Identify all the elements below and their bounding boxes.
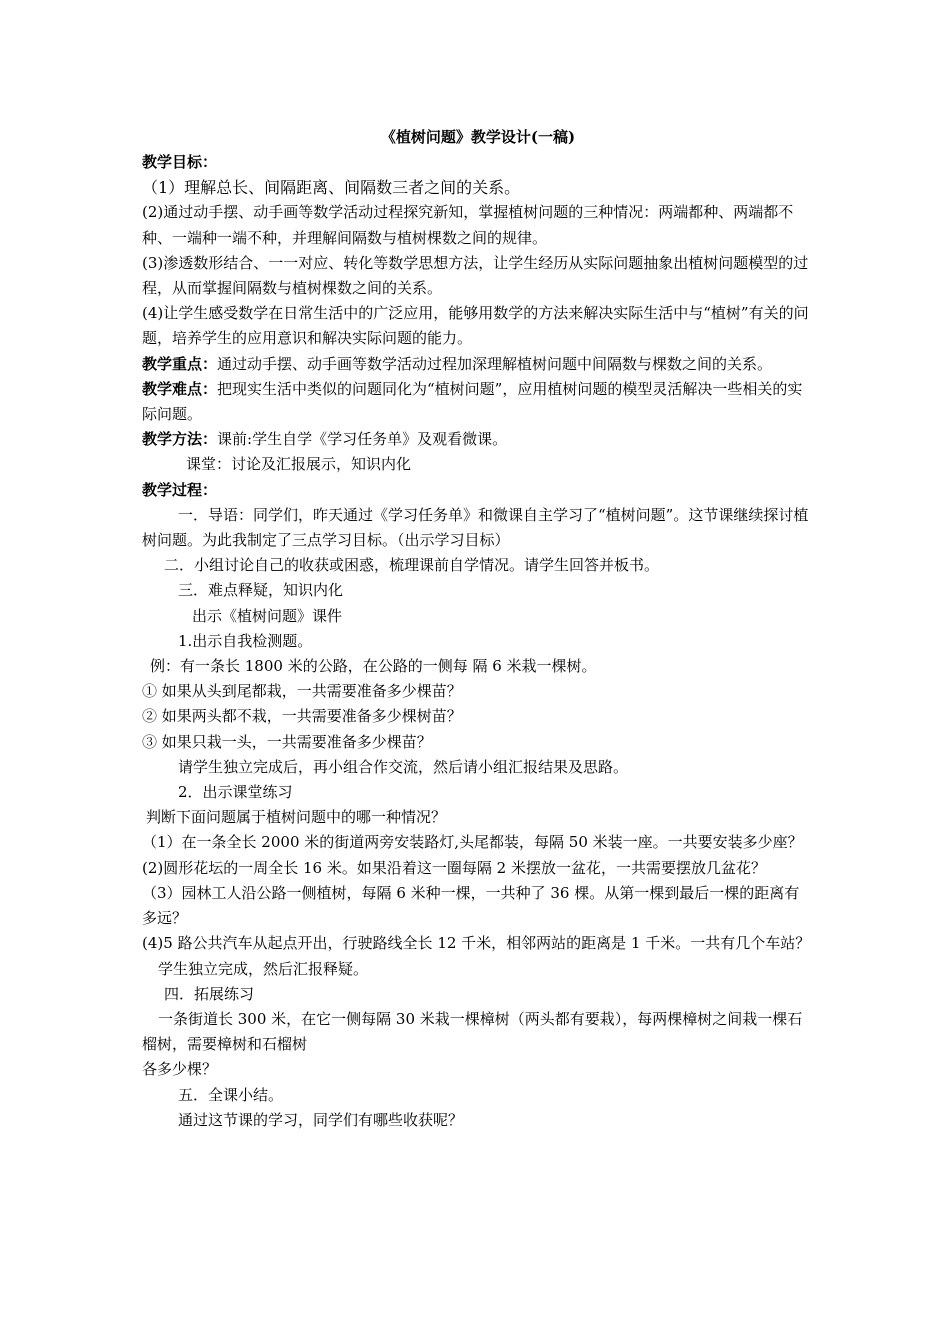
example-question-2: ② 如果两头都不栽，一共需要准备多少棵树苗？: [142, 707, 462, 726]
extension-problem-end: 各多少棵？: [142, 1060, 218, 1079]
process-step-3-sub: 出示《植树问题》课件: [192, 606, 343, 625]
objective-item-4: (4)让学生感受数学在日常生活中的广泛应用，能够用数学的方法来解决实际生活中与“植树”有关的问题，培养学生的应用意识和解决实际问题的能力。: [142, 304, 809, 348]
difficulty-label: 教学难点：: [142, 379, 218, 398]
practice-problem-2: (2)圆形花坛的一周全长 16 米。如果沿着这一圈每隔 2 米摆放一盆花，一共需要摆放几盆花？: [142, 858, 766, 877]
example-question-1: ① 如果从头到尾都栽，一共需要准备多少棵苗？: [142, 682, 462, 701]
practice-problem-3: （3）园林工人沿公路一侧植树，每隔 6 米种一棵，一共种了 36 棵。从第一棵到最后一棵的距离有多远？: [142, 883, 800, 928]
method-line-2: 课堂：讨论及汇报展示，知识内化: [186, 455, 412, 474]
key-point-text: 通过动手摆、动手画等数学活动过程加深理解植树问题中间隔数与棵数之间的关系。: [217, 354, 773, 373]
process-step-4: 四．拓展练习: [164, 984, 255, 1003]
objective-item-1: （1）理解总长、间隔距离、间隔数三者之间的关系。: [142, 178, 521, 198]
process-step-1: 一．导语：同学们，昨天通过《学习任务单》和微课自主学习了“植树问题”。这节课继续探讨植树问题。为此我制定了三点学习目标。（出示学习目标）: [142, 505, 809, 550]
self-check-heading: 1.出示自我检测题。: [178, 631, 313, 650]
objective-item-2: (2)通过动手摆、动手画等数学活动过程探究新知，掌握植树问题的三种情况：两端都种、两端都不种、一端种一端不种，并理解间隔数与植树棵数之间的规律。: [142, 203, 794, 247]
method-label: 教学方法：: [142, 430, 218, 449]
objective-item-3: (3)渗透数形结合、一一对应、转化等数学思想方法，让学生经历从实际问题抽象出植树问题模型的过程，从而掌握间隔数与植树棵数之间的关系。: [142, 253, 809, 298]
difficulty-text: 把现实生活中类似的问题同化为“植树问题”，应用植树问题的模型灵活解决一些相关的实际问题。: [142, 379, 803, 424]
instruction-2: 学生独立完成，然后汇报释疑。: [158, 959, 369, 978]
key-point-label: 教学重点：: [142, 354, 218, 373]
method-text: 课前:学生自学《学习任务单》及观看微课。: [217, 430, 508, 449]
objectives-heading: 教学目标：: [142, 153, 218, 171]
classroom-practice-heading: 2．出示课堂练习: [178, 783, 293, 802]
example-text: 例：有一条长 1800 米的公路，在公路的一侧每 隔 6 米栽一棵树。: [150, 657, 597, 676]
document-body: [142, 124, 814, 1133]
instruction-1: 请学生独立完成后，再小组合作交流，然后请小组汇报结果及思路。: [178, 757, 629, 776]
example-question-3: ③ 如果只栽一头，一共需要准备多少棵苗？: [142, 732, 432, 751]
practice-problem-4: (4)5 路公共汽车从起点开出，行驶路线全长 12 千米，相邻两站的距离是 1 千米。一共有几个车站？: [142, 934, 811, 953]
judge-prompt: 判断下面问题属于植树问题中的哪一种情况？: [146, 808, 447, 827]
process-step-5: 五．全课小结。: [178, 1085, 284, 1104]
practice-problem-1: （1）在一条全长 2000 米的街道两旁安装路灯,头尾都装，每隔 50 米装一座。一共要安装多少座？: [142, 833, 803, 852]
summary-question: 通过这节课的学习，同学们有哪些收获呢？: [178, 1110, 464, 1129]
method-paragraph: [142, 427, 814, 452]
extension-problem: 一条街道长 300 米，在它一侧每隔 30 米栽一棵樟树（两头都有要栽），每两棵樟树之间栽一棵石榴树，需要樟树和石榴树: [142, 1009, 803, 1054]
key-point-paragraph: [142, 352, 814, 377]
difficulty-paragraph: [142, 377, 814, 427]
process-heading: 教学过程：: [142, 480, 218, 499]
process-step-2: 二．小组讨论自己的收获或困惑，梳理课前自学情况。请学生回答并板书。: [164, 556, 660, 575]
document-title: 《植树问题》教学设计(一稿): [380, 128, 576, 146]
process-step-3: 三．难点释疑，知识内化: [178, 581, 344, 600]
